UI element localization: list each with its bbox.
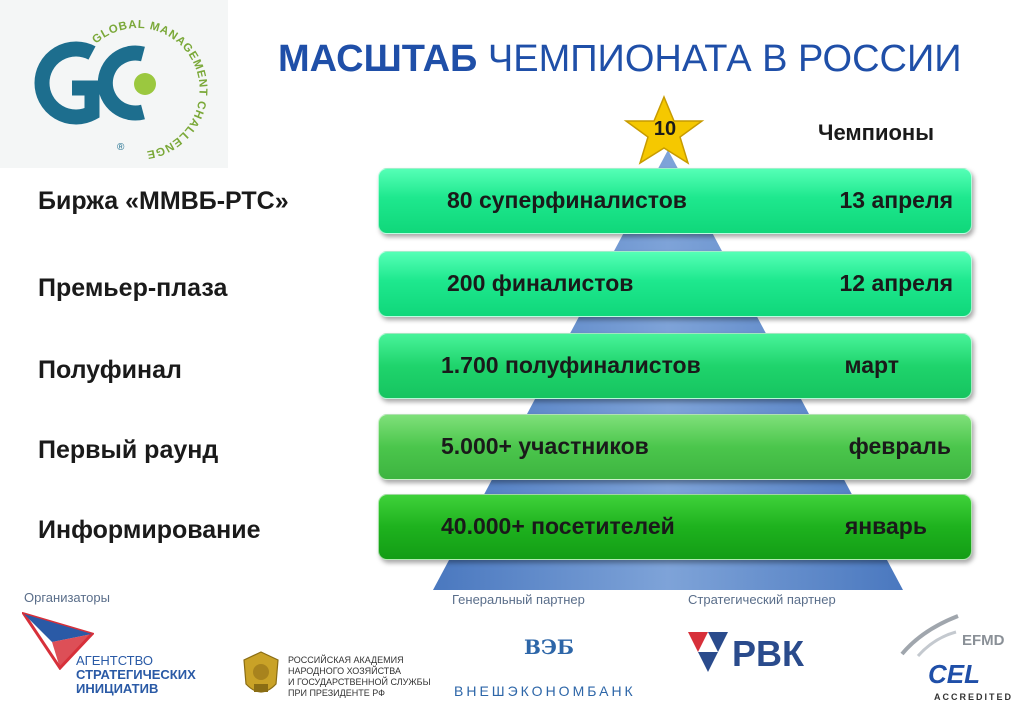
rvk-text: РВК	[732, 633, 804, 674]
champions-label: Чемпионы	[818, 120, 935, 145]
level-label-exchange: Биржа «ММВБ-РТС»	[38, 187, 289, 215]
ranepa-text	[288, 655, 431, 699]
ranepa-line3: И ГОСУДАРСТВЕННОЙ СЛУЖБЫ	[288, 677, 431, 687]
level-count: 200 финалистов	[447, 270, 634, 296]
asi-logo-text	[76, 654, 196, 696]
title-rest: ЧЕМПИОНАТА В РОССИИ	[487, 38, 962, 80]
ranepa-line2: НАРОДНОГО ХОЗЯЙСТВА	[288, 666, 401, 676]
level-date: февраль	[848, 433, 951, 459]
page-title	[278, 38, 962, 81]
rvk-logo-icon	[688, 632, 728, 672]
accredited-text: ACCREDITED	[934, 692, 1014, 702]
veb-monogram-icon: ВЭБ	[524, 635, 574, 659]
level-bar-semifinal	[378, 333, 972, 399]
level-label-first-round: Первый раунд	[38, 436, 219, 464]
level-bar-informing	[378, 494, 972, 560]
level-date: 12 апреля	[839, 270, 953, 296]
organizers-label: Организаторы	[24, 590, 110, 605]
efmd-text: EFMD	[962, 632, 1005, 649]
asi-line2: СТРАТЕГИЧЕСКИХ	[76, 667, 196, 682]
strategic-partner-label: Стратегический партнер	[688, 592, 836, 607]
ranepa-line4: ПРИ ПРЕЗИДЕНТЕ РФ	[288, 688, 385, 698]
gmc-logo	[0, 0, 228, 168]
level-date: январь	[844, 513, 927, 539]
level-label-semifinal: Полуфинал	[38, 356, 182, 384]
registered-mark: ®	[117, 142, 125, 153]
level-date: 13 апреля	[839, 187, 953, 213]
level-count: 40.000+ посетителей	[441, 513, 675, 539]
ranepa-line1: РОССИЙСКАЯ АКАДЕМИЯ	[288, 655, 404, 665]
level-bar-final	[378, 251, 972, 317]
asi-line3: ИНИЦИАТИВ	[76, 681, 159, 696]
logo-ring-text: GLOBAL MANAGEMENT CHALLENGE	[90, 18, 209, 161]
ranepa-emblem-icon	[240, 650, 282, 702]
gmc-logo-icon	[0, 0, 228, 168]
level-label-informing: Информирование	[38, 516, 261, 544]
level-count: 80 суперфиналистов	[447, 187, 687, 213]
level-count: 1.700 полуфиналистов	[441, 352, 701, 378]
title-bold: МАСШТАБ	[278, 38, 478, 80]
asi-line1: АГЕНТСТВО	[76, 653, 153, 668]
efmd-swoosh-icon	[898, 610, 960, 658]
veb-text: ВНЕШЭКОНОМБАНК	[454, 683, 636, 699]
level-bar-first-round	[378, 414, 972, 480]
general-partner-label: Генеральный партнер	[452, 592, 585, 607]
champions-count: 10	[653, 118, 677, 140]
level-date: март	[844, 352, 899, 378]
level-label-premier: Премьер-плаза	[38, 274, 228, 302]
cel-text: CEL	[928, 659, 980, 689]
level-bar-superfinal	[378, 168, 972, 234]
level-count: 5.000+ участников	[441, 433, 649, 459]
